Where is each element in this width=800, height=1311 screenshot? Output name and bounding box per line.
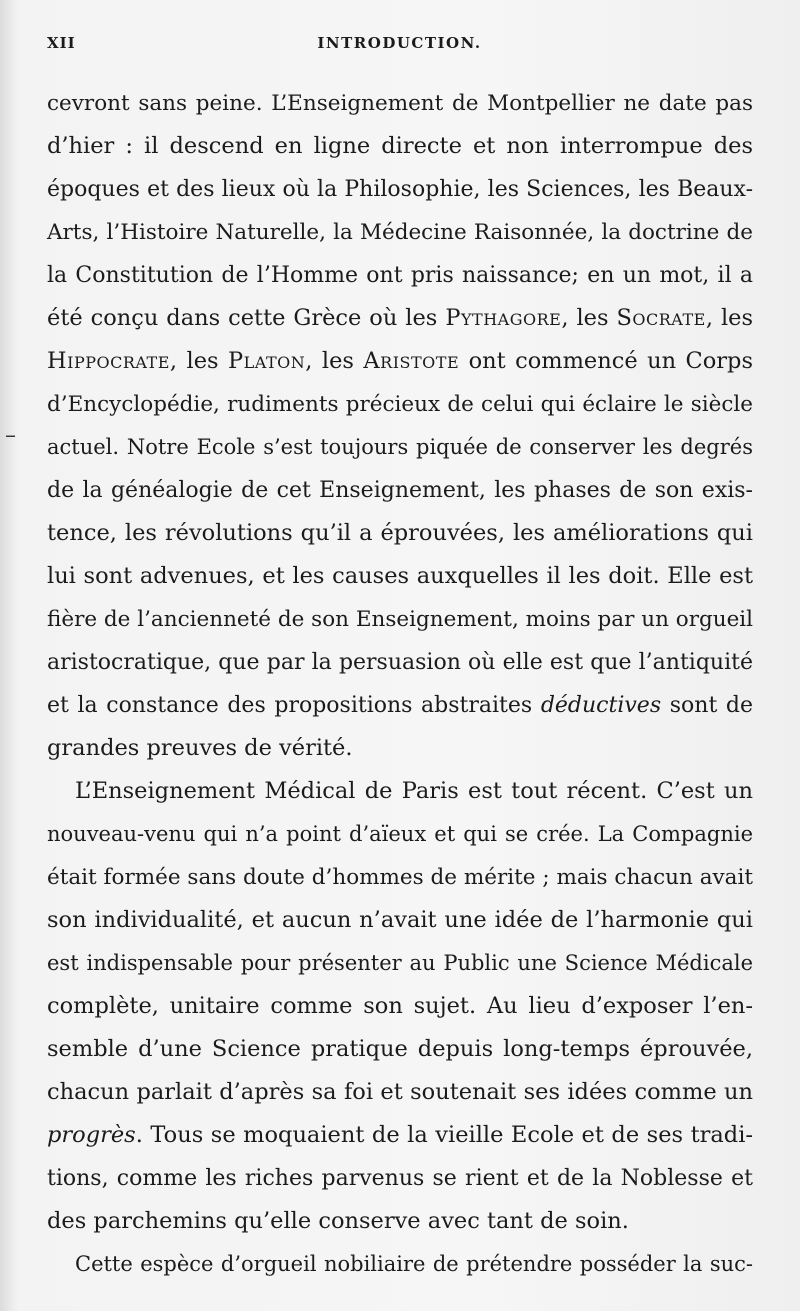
- paragraph-3: [47, 1243, 753, 1286]
- text-fragment: . Tous se moquaient de la vieille Ecole et de ses tradi-: [135, 1122, 753, 1148]
- name-socrate: Socrate: [616, 305, 706, 331]
- paragraph-1: [47, 82, 753, 770]
- text-line: tence, les révolutions qu’il a éprouvées, les améliorations qui: [47, 520, 753, 546]
- margin-mark: –: [5, 423, 16, 448]
- text-line: d’hier : il descend en ligne directe et non interrompue des: [47, 133, 753, 159]
- text-line: actuel. Notre Ecole s’est toujours piquée de conserver les degrés: [47, 435, 753, 459]
- text-line: époques et des lieux où la Philosophie, les Sciences, les Beaux-: [47, 177, 753, 202]
- text-line: est indispensable pour présenter au Public une Science Médicale: [47, 951, 753, 975]
- text-line: lui sont advenues, et les causes auxquelles il les doit. Elle est: [47, 563, 753, 589]
- paragraph-2: [47, 770, 753, 1243]
- running-head: [47, 34, 752, 58]
- page-number: XII: [47, 34, 76, 52]
- text-line: aristocratique, que par la persuasion où elle est que l’antiquité: [47, 650, 753, 675]
- text-line: de la généalogie de cet Enseignement, les phases de son exis-: [47, 478, 753, 503]
- text-line: des parchemins qu’elle conserve avec tant de soin.: [47, 1208, 629, 1234]
- text-line: la Constitution de l’Homme ont pris naissance; en un mot, il a: [47, 263, 753, 288]
- italic-word: déductives: [540, 693, 662, 718]
- text-line: tions, comme les riches parvenus se rient et de la Noblesse et: [47, 1166, 753, 1191]
- text-fragment: et la constance des propositions abstraites: [47, 693, 533, 718]
- text-fragment: été conçu dans cette Grèce où les: [47, 305, 438, 331]
- name-platon: Platon: [228, 348, 306, 374]
- name-hippocrate: Hippocrate: [47, 348, 170, 374]
- name-aristote: Aristote: [363, 348, 460, 374]
- text-fragment: , les: [561, 305, 609, 331]
- text-line: [47, 1114, 753, 1157]
- body-text: [47, 82, 753, 1286]
- text-fragment: , les: [305, 348, 354, 374]
- text-line: complète, unitaire comme son sujet. Au lieu d’exposer l’en-: [47, 993, 753, 1019]
- text-line: L’Enseignement Médical de Paris est tout récent. C’est un: [75, 778, 753, 804]
- italic-word: progrès: [47, 1122, 136, 1148]
- text-fragment: , les: [705, 305, 754, 331]
- text-line: son individualité, et aucun n’avait une idée de l’harmonie qui: [47, 907, 753, 933]
- text-line: nouveau-venu qui n’a point d’aïeux et qui se crée. La Compagnie: [47, 822, 753, 846]
- text-fragment: sont de: [669, 693, 754, 718]
- text-line: semble d’une Science pratique depuis long-temps éprouvée,: [47, 1036, 753, 1062]
- text-line: [47, 340, 753, 383]
- text-fragment: , les: [169, 348, 219, 374]
- text-line: d’Encyclopédie, rudiments précieux de celui qui éclaire le siècle: [47, 392, 753, 417]
- text-fragment: ont commencé un Corps: [468, 348, 753, 374]
- name-pythagore: Pythagore: [445, 305, 562, 331]
- text-line: Cette espèce d’orgueil nobiliaire de prétendre posséder la suc-: [75, 1252, 753, 1276]
- text-line: Arts, l’Histoire Naturelle, la Médecine Raisonnée, la doctrine de: [47, 220, 753, 245]
- text-line: [47, 297, 753, 340]
- running-title: INTRODUCTION.: [317, 34, 482, 52]
- text-line: était formée sans doute d’hommes de mérite ; mais chacun avait: [47, 865, 753, 890]
- text-line: grandes preuves de vérité.: [47, 735, 353, 761]
- text-line: cevront sans peine. L’Enseignement de Montpellier ne date pas: [47, 91, 753, 116]
- text-line: chacun parlait d’après sa foi et soutenait ses idées comme un: [47, 1079, 753, 1105]
- text-line: [47, 684, 753, 727]
- text-line: fière de l’ancienneté de son Enseignement, moins par un orgueil: [47, 607, 754, 632]
